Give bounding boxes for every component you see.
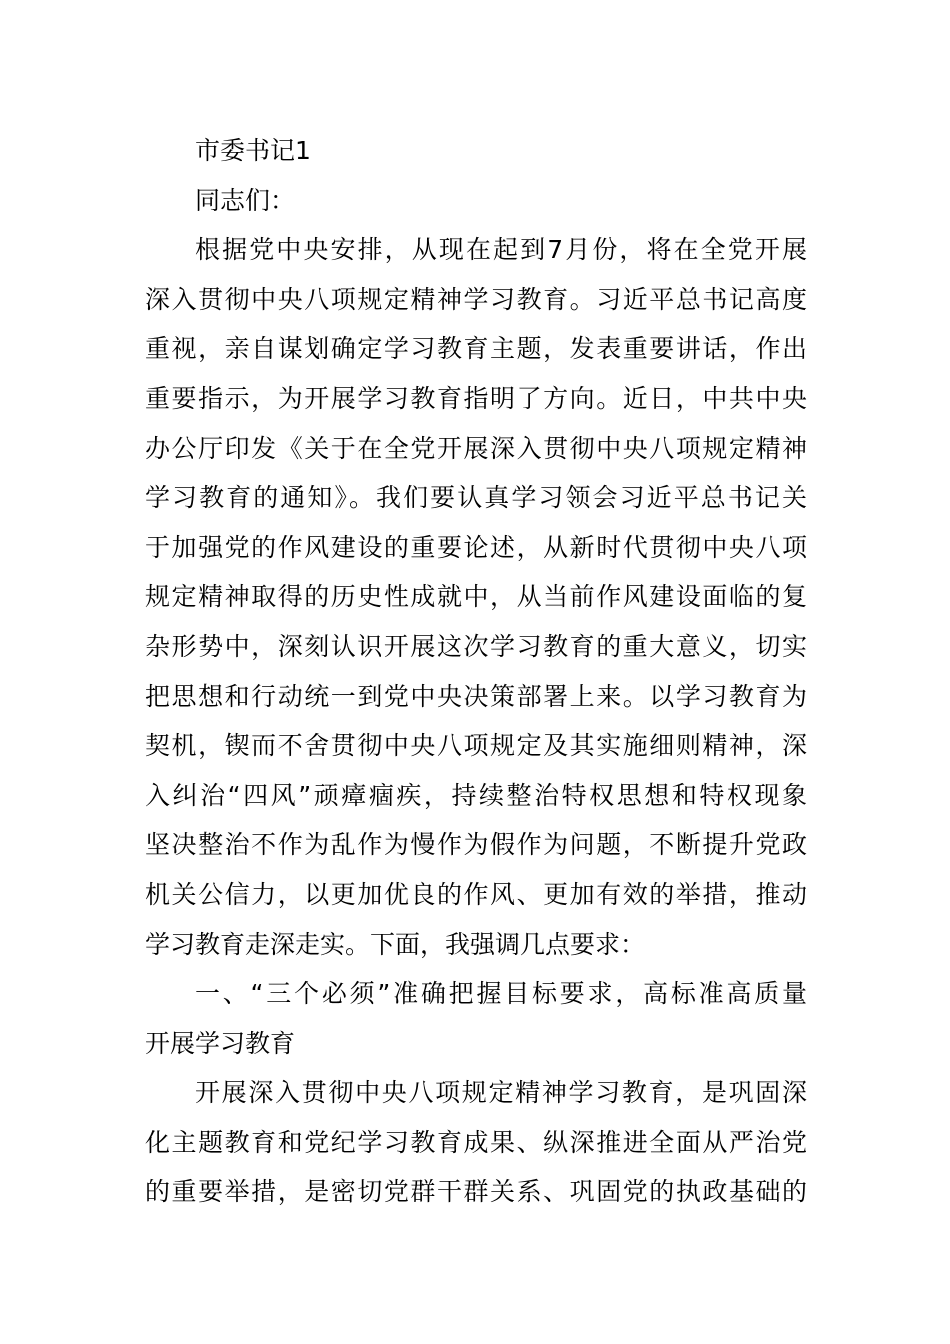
paragraph-1-line-10: 把思想和行动统一到党中央决策部署上来。以学习教育为	[145, 681, 807, 711]
section-heading-line-1: 一、“三个必须”准确把握目标要求，高标准高质量	[195, 979, 807, 1009]
document-body	[145, 126, 807, 1217]
paragraph-1-line-9: 杂形势中，深刻认识开展这次学习教育的重大意义，切实	[145, 631, 807, 661]
paragraph-1-line-15: 学习教育走深走实。下面，我强调几点要求：	[145, 929, 646, 959]
paragraph-1-line-2: 深入贯彻中央八项规定精神学习教育。习近平总书记高度	[145, 284, 807, 314]
paragraph-2-line-3: 的重要举措，是密切党群干群关系、巩固党的执政基础的	[145, 1177, 807, 1207]
paragraph-1-line-7: 于加强党的作风建设的重要论述，从新时代贯彻中央八项	[145, 532, 807, 562]
paragraph-1-line-14: 机关公信力，以更加优良的作风、更加有效的举措，推动	[145, 879, 807, 909]
paragraph-2-line-1: 开展深入贯彻中央八项规定精神学习教育，是巩固深	[195, 1078, 807, 1108]
section-heading-line-2: 开展学习教育	[145, 1028, 296, 1058]
paragraph-1-line-11: 契机，锲而不舍贯彻中央八项规定及其实施细则精神，深	[145, 731, 807, 761]
paragraph-1-line-4: 重要指示，为开展学习教育指明了方向。近日，中共中央	[145, 383, 807, 413]
paragraph-1-line-1: 根据党中央安排，从现在起到7月份，将在全党开展	[195, 235, 807, 265]
paragraph-1-line-3: 重视，亲自谋划确定学习教育主题，发表重要讲话，作出	[145, 334, 807, 364]
paragraph-1-line-6: 学习教育的通知》。我们要认真学习领会习近平总书记关	[145, 483, 807, 513]
speaker-heading: 市委书记1	[195, 136, 311, 165]
paragraph-2-line-2: 化主题教育和党纪学习教育成果、纵深推进全面从严治党	[145, 1127, 807, 1157]
paragraph-1-line-5: 办公厅印发《关于在全党开展深入贯彻中央八项规定精神	[145, 433, 807, 463]
salutation: 同志们：	[195, 185, 296, 215]
paragraph-1-line-8: 规定精神取得的历史性成就中，从当前作风建设面临的复	[145, 582, 807, 612]
paragraph-1-line-13: 坚决整治不作为乱作为慢作为假作为问题，不断提升党政	[145, 830, 807, 860]
paragraph-1-line-12: 入纠治“四风”顽瘴痼疾，持续整治特权思想和特权现象	[145, 780, 807, 810]
